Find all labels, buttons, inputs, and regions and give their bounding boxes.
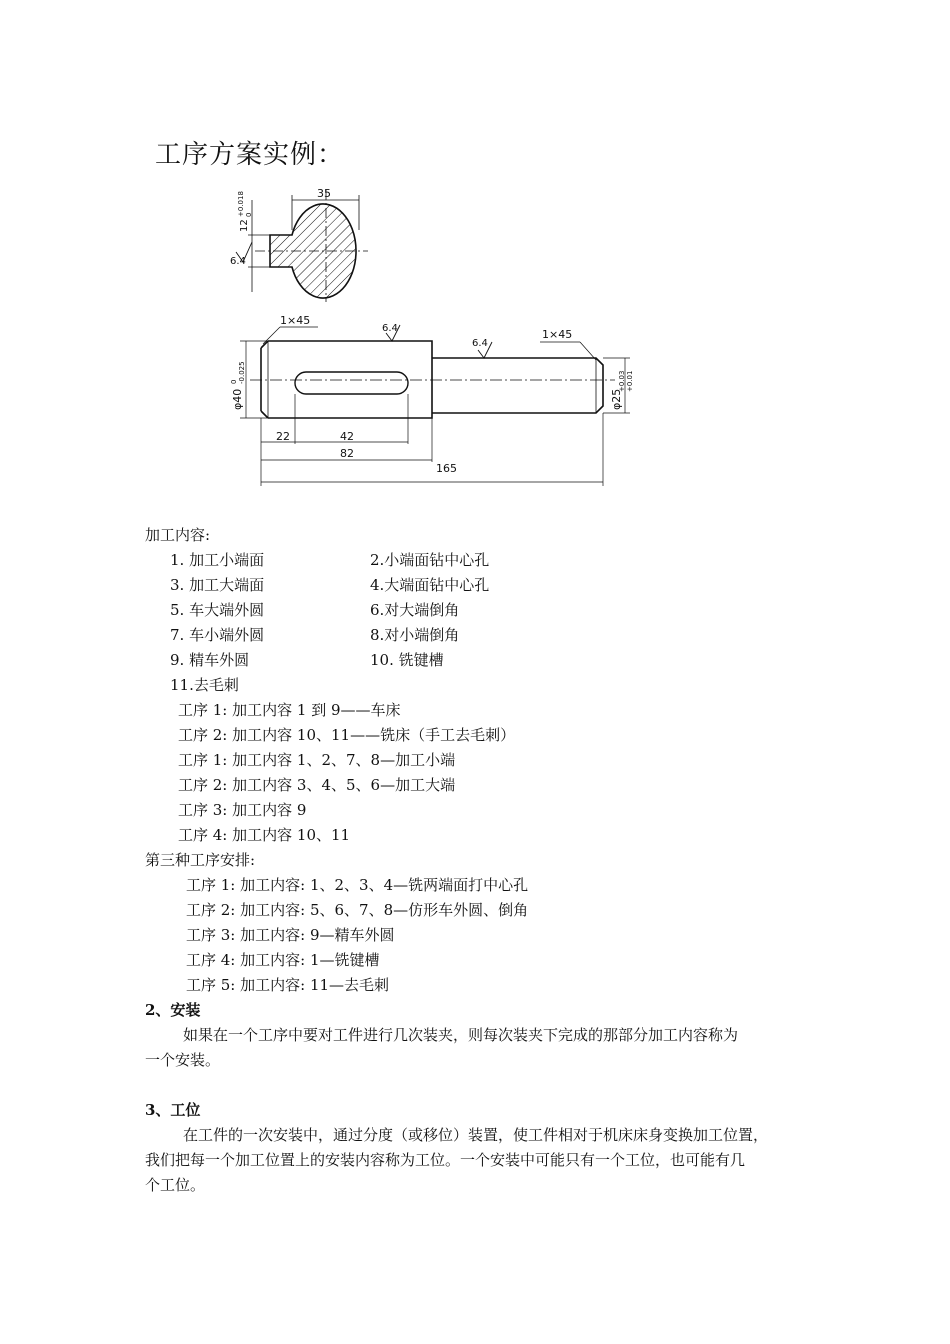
list-item: 4.大端面钻中心孔 xyxy=(370,576,490,594)
list-item: 11.去毛刺 xyxy=(170,676,239,694)
paragraph-line: 一个安装。 xyxy=(145,1051,221,1069)
dia-small-tol-upper: +0.03 xyxy=(618,370,626,392)
shaft-view xyxy=(240,325,630,486)
dim-42: 42 xyxy=(340,430,354,443)
key-tol-upper: +0.018 xyxy=(237,191,245,217)
list-item: 8.对小端倒角 xyxy=(370,626,460,644)
scheme2-step: 工序 2: 加工内容 3、4、5、6—加工大端 xyxy=(178,776,456,794)
scheme3-step: 工序 2: 加工内容: 5、6、7、8—仿形车外圆、倒角 xyxy=(186,901,529,919)
section-heading-station: 3、工位 xyxy=(145,1101,201,1119)
content-heading: 加工内容: xyxy=(145,526,211,544)
key-tol-lower: 0 xyxy=(245,212,253,217)
page-title: 工序方案实例： xyxy=(155,140,345,170)
dim-22: 22 xyxy=(276,430,290,443)
roughness-label-2: 6.4 xyxy=(472,338,488,349)
dia-big-label: φ40 xyxy=(231,388,244,410)
paragraph-line: 如果在一个工序中要对工件进行几次装夹，则每次装夹下完成的那部分加工内容称为 xyxy=(183,1026,739,1044)
scheme1-step: 工序 2: 加工内容 10、11——铣床（手工去毛刺） xyxy=(178,726,516,744)
dim-35: 35 xyxy=(317,187,331,200)
scheme1-step: 工序 1: 加工内容 1 到 9——车床 xyxy=(178,701,401,719)
roughness-label-1: 6.4 xyxy=(382,323,398,334)
paragraph-line: 在工件的一次安装中，通过分度（或移位）装置，使工件相对于机床床身变换加工位置， xyxy=(183,1126,769,1144)
paragraph-line: 我们把每一个加工位置上的安装内容称为工位。一个安装中可能只有一个工位，也可能有几 xyxy=(145,1151,746,1169)
list-item: 9. 精车外圆 xyxy=(170,651,250,669)
paragraph-line: 个工位。 xyxy=(145,1176,206,1194)
key-dim-12: 12 xyxy=(239,219,250,232)
list-item: 7. 车小端外圆 xyxy=(170,626,265,644)
section-roughness: 6.4 xyxy=(230,256,246,267)
list-item: 5. 车大端外圆 xyxy=(170,601,265,619)
list-item: 6.对大端倒角 xyxy=(370,601,460,619)
scheme2-step: 工序 3: 加工内容 9 xyxy=(178,801,307,819)
dia-small-label: φ25 xyxy=(610,388,623,410)
scheme3-step: 工序 1: 加工内容: 1、2、3、4—铣两端面打中心孔 xyxy=(186,876,529,894)
scheme2-step: 工序 1: 加工内容 1、2、7、8—加工小端 xyxy=(178,751,456,769)
list-item: 2.小端面钻中心孔 xyxy=(370,551,490,569)
scheme3-step: 工序 5: 加工内容: 11—去毛刺 xyxy=(186,976,390,994)
dim-165: 165 xyxy=(436,462,457,475)
chamfer-left-label: 1×45 xyxy=(280,314,311,327)
scheme3-step: 工序 4: 加工内容: 1—铣键槽 xyxy=(186,951,380,969)
scheme3-step: 工序 3: 加工内容: 9—精车外圆 xyxy=(186,926,395,944)
dia-small-tol-lower: +0.01 xyxy=(626,370,634,392)
scheme3-heading: 第三种工序安排: xyxy=(145,851,256,869)
scheme2-step: 工序 4: 加工内容 10、11 xyxy=(178,826,351,844)
list-item: 1. 加工小端面 xyxy=(170,551,265,569)
shaft-drawing xyxy=(0,0,950,500)
dim-82: 82 xyxy=(340,447,354,460)
dia-big-tol-upper: 0 xyxy=(230,379,238,384)
cross-section-view xyxy=(230,187,368,302)
dia-big-tol-lower: -0.025 xyxy=(238,361,246,384)
keyway-slot xyxy=(295,372,408,394)
list-item: 10. 铣键槽 xyxy=(370,651,444,669)
chamfer-right-label: 1×45 xyxy=(542,328,573,341)
section-heading-install: 2、安装 xyxy=(145,1001,201,1019)
list-item: 3. 加工大端面 xyxy=(170,576,265,594)
